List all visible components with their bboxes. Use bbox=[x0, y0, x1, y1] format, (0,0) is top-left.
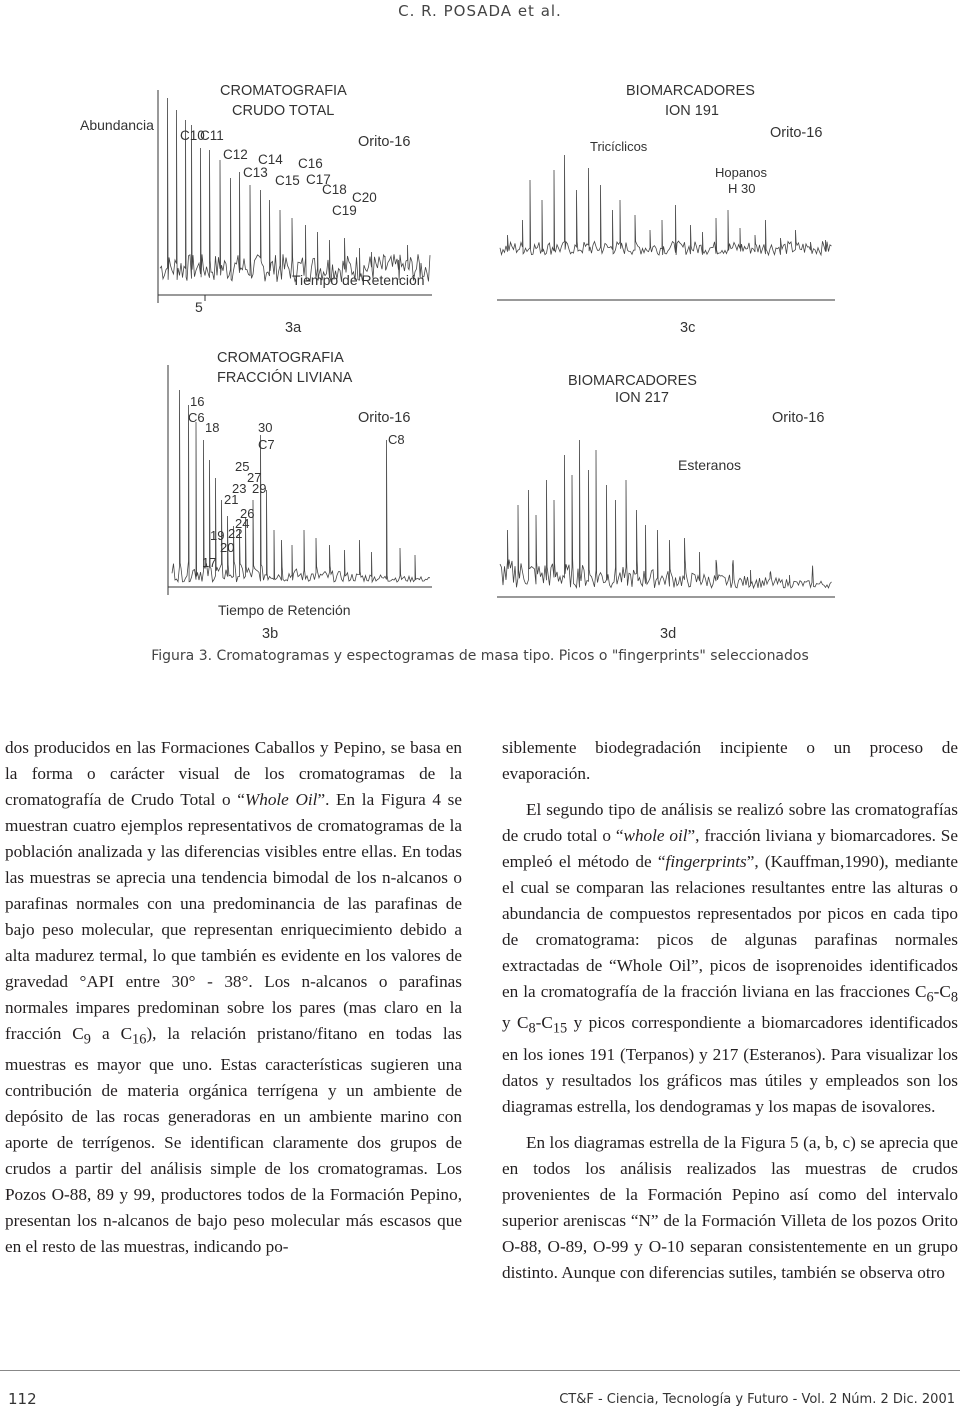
figure-3 bbox=[60, 60, 940, 670]
peak-label-c13: C13 bbox=[243, 165, 268, 180]
panel-3c-annot-1: Tricíclicos bbox=[590, 139, 648, 154]
panel-3c-well: Orito-16 bbox=[770, 125, 823, 141]
panel-3c-label: 3c bbox=[680, 320, 696, 336]
peak-label-c7: C7 bbox=[258, 437, 275, 452]
peak-label-c10: C10 bbox=[180, 128, 205, 143]
y-axis-label: Abundancia bbox=[80, 117, 154, 133]
peak-label-18: 18 bbox=[205, 420, 220, 435]
panel-3c-annot-2b: H 30 bbox=[728, 181, 756, 196]
right-paragraph-3: En los diagramas estrella de la Figura 5 (a, b, c) se aprecia que en todos los análisis realizados las muestras de crudos provenientes de la Formación Pepino así como del intervalo superior areniscas “N” de la Formación Villeta de los pozos Orito O-88, O-89, O-99 y O-10 separan consistentemente en un grupo distinto. Aunque con diferencias sutiles, también se observa otro bbox=[502, 1132, 958, 1282]
peak-label-21: 21 bbox=[224, 492, 239, 507]
peak-label-16: 16 bbox=[190, 394, 205, 409]
peak-label-22: 22 bbox=[228, 526, 243, 541]
panel-3c bbox=[497, 83, 835, 336]
journal-footer: CT&F - Ciencia, Tecnología y Futuro - Vol. 2 Núm. 2 Dic. 2001 bbox=[559, 1392, 955, 1407]
running-header: C. R. POSADA et al. bbox=[398, 2, 562, 20]
panel-3c-title-1: BIOMARCADORES bbox=[626, 83, 755, 99]
panel-3a-title-2: CRUDO TOTAL bbox=[232, 103, 335, 119]
panel-3a bbox=[80, 83, 432, 336]
chromatogram-figure bbox=[60, 60, 940, 650]
peak-label-c16: C16 bbox=[298, 156, 323, 171]
footer-rule bbox=[0, 1370, 960, 1371]
panel-3b-label: 3b bbox=[262, 626, 279, 642]
panel-3c-title-2: ION 191 bbox=[665, 103, 719, 119]
page-number: 112 bbox=[8, 1390, 37, 1408]
panel-3b-title-2: FRACCIÓN LIVIANA bbox=[217, 370, 353, 386]
peak-label-29: 29 bbox=[252, 481, 267, 496]
peak-label-c18: C18 bbox=[322, 182, 347, 197]
left-column bbox=[5, 735, 462, 1260]
panel-3b-well: Orito-16 bbox=[358, 410, 411, 426]
panel-3a-title-1: CROMATOGRAFIA bbox=[220, 83, 347, 99]
panel-3c-annot-2a: Hopanos bbox=[715, 165, 768, 180]
left-paragraph: dos producidos en las Formaciones Caballos y Pepino, se basa en la forma o carácter visual de los cromatogramas de la cromatografía de Crudo Total o “Whole Oil”. En la Figura 4 se muestran cuatro ejemplos representativos de cromatogramas de la población analizada y las diferencias visibles entre ellas. En todas las muestras se aprecia una tendencia bimodal de los n-alcanos o parafinas normales con una predominancia de las parafinas de bajo peso molecular, que representan enriquecimiento debido a alta madurez termal, lo que también es evidente en los valores de gravedad °API entre 30° - 38°. Los n-alcanos o parafinas normales impares predominan sobre los pares (mas claro en la fracción $C_9$ a $C_{16}$), la relación pristano/fitano en todas las muestras es mayor que uno. Estas características sugieren una contribución de materia orgánica terrígena y un ambiente de depósito de las rocas generadoras en un ambiente marino con aporte de terrígenos. Se identifican claramente dos grupos de crudos a partir del análisis simple de los cromatogramas. Los Pozos O-88, 89 y 99, productores todos de la Formación Pepino, presentan los n-alcanos de bajo peso molecular más escasos que en el resto de las muestras, indicando po- bbox=[5, 738, 463, 1257]
trace-3a bbox=[160, 98, 430, 282]
peak-label-c6: C6 bbox=[188, 410, 205, 425]
peak-label-c17: C17 bbox=[306, 172, 331, 187]
peak-label-c15: C15 bbox=[275, 173, 300, 188]
panel-3d-title-2: ION 217 bbox=[615, 390, 669, 406]
peak-label-23: 23 bbox=[232, 481, 247, 496]
panel-3b-title-1: CROMATOGRAFIA bbox=[217, 350, 344, 366]
right-paragraph-2: El segundo tipo de análisis se realizó sobre las cromatografías de crudo total o “whole oil”, fracción liviana y biomarcadores. Se empleó el método de “fingerprints”, (Kauffman,1990), mediante el cual se comparan las relaciones resultantes entre las alturas o abundancia de compuestos representados por picos en cada tipo de cromatograma: picos de algunas parafinas normales extractadas de “Whole Oil”, picos de isoprenoides identificados en la cromatografía de la fracción liviana en las fracciones $C_6-C_8$ y $C_8-C_{15}$ y picos correspondiente a biomarcadores identificados en los iones 191 (Terpanos) y 217 (Esteranos). Para visualizar los datos y resultados los gráficos mas útiles y empleados son los diagramas estrella, los dendogramas y los mapas de isovalores. bbox=[502, 800, 958, 1116]
panel-3d-title-1: BIOMARCADORES bbox=[568, 373, 697, 389]
peak-label-17: 17 bbox=[202, 555, 217, 570]
panel-3a-label: 3a bbox=[285, 320, 302, 336]
right-column bbox=[502, 735, 958, 1286]
panel-3a-well: Orito-16 bbox=[358, 134, 411, 150]
panel-3a-x-label: Tiempo de Retención bbox=[292, 272, 425, 288]
peak-label-c11: C11 bbox=[200, 128, 224, 143]
peak-label-c19: C19 bbox=[332, 203, 357, 218]
peak-label-19: 19 bbox=[210, 528, 225, 543]
peak-label-c12: C12 bbox=[223, 147, 248, 162]
trace-3c bbox=[500, 155, 832, 255]
trace-3d bbox=[500, 440, 832, 588]
peak-label-24: 24 bbox=[235, 516, 250, 531]
panel-3d bbox=[497, 373, 835, 642]
peak-label-26: 26 bbox=[240, 506, 255, 521]
right-paragraph-1: siblemente biodegradación incipiente o un proceso de evaporación. bbox=[502, 738, 958, 783]
figure-caption: Figura 3. Cromatogramas y espectogramas de masa tipo. Picos o "fingerprints" seleccionados bbox=[151, 648, 809, 664]
panel-3d-annot: Esteranos bbox=[678, 457, 742, 473]
peak-label-20: 20 bbox=[220, 540, 235, 555]
peak-label-c20: C20 bbox=[352, 190, 377, 205]
panel-3d-label: 3d bbox=[660, 626, 677, 642]
peak-label-c8: C8 bbox=[388, 432, 405, 447]
peak-label-30: 30 bbox=[258, 420, 273, 435]
panel-3d-well: Orito-16 bbox=[772, 410, 825, 426]
panel-3b-x-label: Tiempo de Retención bbox=[218, 602, 351, 618]
panel-3b bbox=[168, 350, 432, 642]
peak-label-25: 25 bbox=[235, 459, 250, 474]
panel-3a-axis-tick: 5 bbox=[195, 299, 203, 315]
peak-label-27: 27 bbox=[247, 470, 262, 485]
peak-label-c14: C14 bbox=[258, 152, 283, 167]
